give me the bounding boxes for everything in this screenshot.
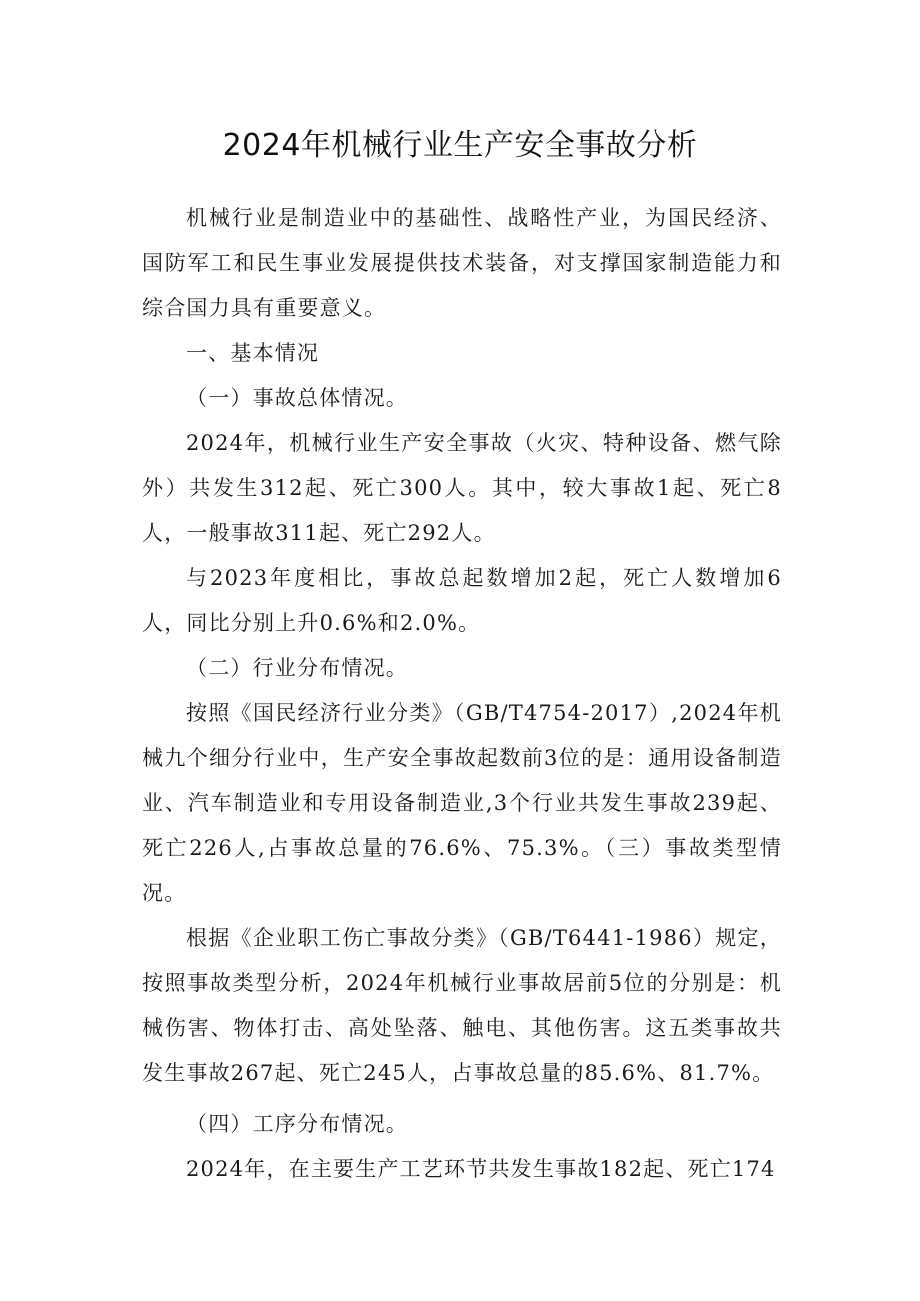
overall-stats-paragraph: 2024年，机械行业生产安全事故（火灾、特种设备、燃气除外）共发生312起、死亡300人。其中，较大事故1起、死亡8人，一般事故311起、死亡292人。 bbox=[142, 431, 782, 545]
section-heading-basic: 一、基本情况 bbox=[186, 341, 320, 365]
accident-type-paragraph: 根据《企业职工伤亡事故分类》（GB/T6441-1986）规定，按照事故类型分析，2024年机械行业事故居前5位的分别是：机械伤害、物体打击、高处坠落、触电、其他伤害。这五类事故共发生事故267起、死亡245人，占事故总量的85.6%、81.7%。 bbox=[142, 926, 782, 1085]
intro-paragraph: 机械行业是制造业中的基础性、战略性产业，为国民经济、国防军工和民生事业发展提供技术装备，对支撑国家制造能力和综合国力具有重要意义。 bbox=[142, 206, 782, 320]
process-paragraph: 2024年，在主要生产工艺环节共发生事故182起、死亡174 bbox=[186, 1157, 776, 1181]
subsection-heading-process: （四）工序分布情况。 bbox=[186, 1112, 408, 1136]
document-body bbox=[142, 196, 782, 1192]
subsection-heading-industry: （二）行业分布情况。 bbox=[186, 656, 408, 680]
comparison-paragraph: 与2023年度相比，事故总起数增加2起，死亡人数增加6人，同比分别上升0.6%和2.0%。 bbox=[142, 566, 782, 635]
document-title: 2024年机械行业生产安全事故分析 bbox=[222, 128, 698, 163]
subsection-heading-overall: （一）事故总体情况。 bbox=[186, 386, 408, 410]
industry-paragraph: 按照《国民经济行业分类》（GB/T4754-2017）,2024年机械九个细分行业中，生产安全事故起数前3位的是：通用设备制造业、汽车制造业和专用设备制造业,3个行业共发生事故239起、死亡226人,占事故总量的76.6%、75.3%。（三）事故类型情况。 bbox=[142, 701, 782, 905]
